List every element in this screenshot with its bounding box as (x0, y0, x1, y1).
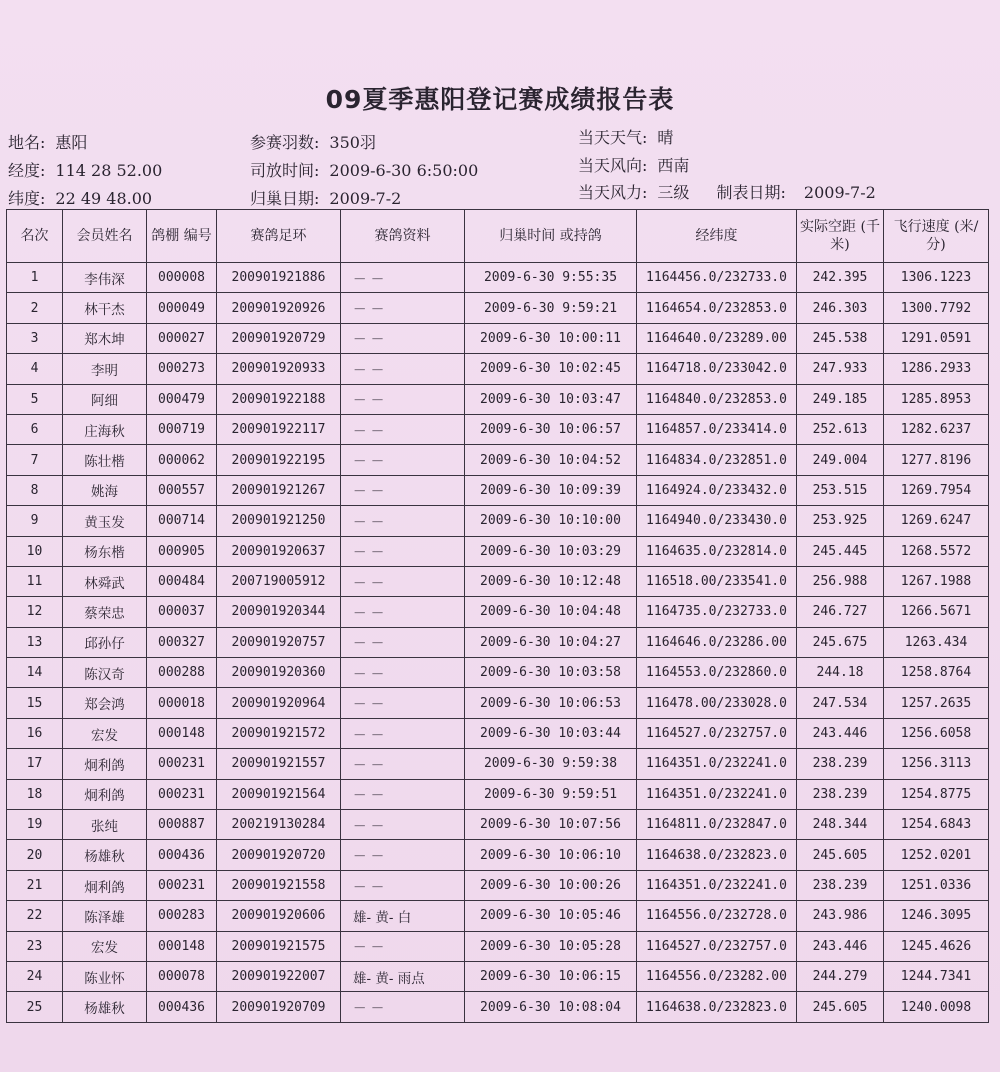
table-row (7, 870, 989, 900)
cell-ring: 200901922195 (217, 445, 341, 475)
cell-speed: 1282.6237 (884, 414, 989, 444)
cell-speed: 1244.7341 (884, 961, 989, 991)
cell-distance: 249.004 (797, 445, 884, 475)
cell-rank: 6 (7, 414, 63, 444)
cell-member: 蔡荣忠 (63, 597, 147, 627)
wind-direction-value: 西南 (657, 156, 690, 175)
table-row (7, 445, 989, 475)
cell-rank: 18 (7, 779, 63, 809)
cell-member: 黄玉发 (63, 506, 147, 536)
cell-ring: 200901921557 (217, 749, 341, 779)
cell-speed: 1245.4626 (884, 931, 989, 961)
cell-loft: 000557 (147, 475, 217, 505)
cell-info: － － (341, 779, 465, 809)
cell-coords: 1164351.0/232241.0 (637, 749, 797, 779)
cell-rank: 25 (7, 992, 63, 1022)
cell-rank: 11 (7, 566, 63, 596)
cell-rank: 19 (7, 810, 63, 840)
cell-member: 林舜武 (63, 566, 147, 596)
count-value: 350羽 (329, 133, 376, 152)
count-label: 参赛羽数: (250, 133, 320, 152)
longitude-value: 114 28 52.00 (55, 161, 163, 180)
cell-ring: 200901921886 (217, 263, 341, 293)
cell-ring: 200901920637 (217, 536, 341, 566)
table-row (7, 961, 989, 991)
cell-speed: 1263.434 (884, 627, 989, 657)
location-label: 地名: (8, 133, 46, 152)
cell-coords: 1164351.0/232241.0 (637, 870, 797, 900)
cell-time: 2009-6-30 9:59:38 (465, 749, 637, 779)
cell-speed: 1266.5671 (884, 597, 989, 627)
cell-rank: 13 (7, 627, 63, 657)
cell-loft: 000062 (147, 445, 217, 475)
cell-time: 2009-6-30 10:06:53 (465, 688, 637, 718)
cell-speed: 1269.7954 (884, 475, 989, 505)
cell-coords: 1164553.0/232860.0 (637, 658, 797, 688)
cell-speed: 1254.6843 (884, 810, 989, 840)
cell-info: － － (341, 506, 465, 536)
cell-distance: 245.675 (797, 627, 884, 657)
cell-info: － － (341, 323, 465, 353)
cell-member: 张纯 (63, 810, 147, 840)
col-rank: 名次 (7, 210, 63, 263)
cell-loft: 000714 (147, 506, 217, 536)
cell-ring: 200901922117 (217, 414, 341, 444)
weather-label: 当天天气: (578, 128, 648, 147)
cell-rank: 8 (7, 475, 63, 505)
cell-coords: 1164556.0/232728.0 (637, 901, 797, 931)
cell-member: 郑木坤 (63, 323, 147, 353)
cell-time: 2009-6-30 10:09:39 (465, 475, 637, 505)
cell-info: － － (341, 992, 465, 1022)
release-label: 司放时间: (250, 161, 320, 180)
cell-coords: 1164718.0/233042.0 (637, 354, 797, 384)
made-date-label: 制表日期: (716, 183, 786, 202)
cell-distance: 253.515 (797, 475, 884, 505)
cell-coords: 1164527.0/232757.0 (637, 718, 797, 748)
cell-time: 2009-6-30 9:55:35 (465, 263, 637, 293)
cell-coords: 1164456.0/232733.0 (637, 263, 797, 293)
table-row (7, 566, 989, 596)
cell-ring: 200901920757 (217, 627, 341, 657)
cell-member: 炯利鸽 (63, 870, 147, 900)
cell-ring: 200901921558 (217, 870, 341, 900)
cell-time: 2009-6-30 10:00:11 (465, 323, 637, 353)
cell-loft: 000231 (147, 870, 217, 900)
cell-coords: 1164638.0/232823.0 (637, 840, 797, 870)
results-table (6, 209, 989, 1023)
table-row (7, 475, 989, 505)
cell-time: 2009-6-30 10:03:58 (465, 658, 637, 688)
cell-info: 雄- 黄- 白 (341, 901, 465, 931)
table-row (7, 627, 989, 657)
cell-speed: 1254.8775 (884, 779, 989, 809)
cell-loft: 000436 (147, 840, 217, 870)
cell-speed: 1240.0098 (884, 992, 989, 1022)
table-row (7, 263, 989, 293)
cell-distance: 253.925 (797, 506, 884, 536)
cell-time: 2009-6-30 10:04:48 (465, 597, 637, 627)
table-row (7, 506, 989, 536)
cell-member: 林干杰 (63, 293, 147, 323)
cell-rank: 4 (7, 354, 63, 384)
cell-loft: 000719 (147, 414, 217, 444)
cell-time: 2009-6-30 10:10:00 (465, 506, 637, 536)
table-header-row (7, 210, 989, 263)
cell-loft: 000027 (147, 323, 217, 353)
cell-time: 2009-6-30 10:03:44 (465, 718, 637, 748)
cell-rank: 23 (7, 931, 63, 961)
cell-speed: 1246.3095 (884, 901, 989, 931)
cell-speed: 1286.2933 (884, 354, 989, 384)
cell-distance: 256.988 (797, 566, 884, 596)
cell-time: 2009-6-30 10:02:45 (465, 354, 637, 384)
cell-distance: 244.279 (797, 961, 884, 991)
cell-distance: 245.538 (797, 323, 884, 353)
cell-time: 2009-6-30 9:59:21 (465, 293, 637, 323)
cell-loft: 000148 (147, 718, 217, 748)
table-body (7, 263, 989, 1023)
table-row (7, 992, 989, 1022)
wind-force-label: 当天风力: (578, 183, 648, 202)
cell-time: 2009-6-30 10:00:26 (465, 870, 637, 900)
cell-distance: 245.445 (797, 536, 884, 566)
cell-member: 陈汉奇 (63, 658, 147, 688)
cell-speed: 1257.2635 (884, 688, 989, 718)
latitude-label: 纬度: (8, 189, 46, 208)
col-distance: 实际空距 (千米) (797, 210, 884, 263)
cell-info: － － (341, 688, 465, 718)
cell-member: 炯利鸽 (63, 779, 147, 809)
cell-distance: 238.239 (797, 749, 884, 779)
cell-loft: 000018 (147, 688, 217, 718)
cell-coords: 1164646.0/23286.00 (637, 627, 797, 657)
cell-ring: 200219130284 (217, 810, 341, 840)
cell-info: － － (341, 718, 465, 748)
cell-rank: 10 (7, 536, 63, 566)
cell-distance: 248.344 (797, 810, 884, 840)
longitude-label: 经度: (8, 161, 46, 180)
cell-rank: 9 (7, 506, 63, 536)
cell-rank: 20 (7, 840, 63, 870)
return-date-line (250, 186, 401, 209)
cell-distance: 249.185 (797, 384, 884, 414)
cell-info: － － (341, 810, 465, 840)
cell-coords: 1164640.0/23289.00 (637, 323, 797, 353)
made-date-value: 2009-7-2 (803, 183, 876, 202)
cell-ring: 200901920729 (217, 323, 341, 353)
table-row (7, 414, 989, 444)
table-row (7, 688, 989, 718)
cell-distance: 247.534 (797, 688, 884, 718)
cell-time: 2009-6-30 9:59:51 (465, 779, 637, 809)
location-value: 惠阳 (55, 133, 88, 152)
wind-force-value: 三级 (657, 183, 690, 202)
cell-time: 2009-6-30 10:06:15 (465, 961, 637, 991)
cell-loft: 000283 (147, 901, 217, 931)
cell-coords: 1164351.0/232241.0 (637, 779, 797, 809)
cell-loft: 000905 (147, 536, 217, 566)
cell-member: 杨雄秋 (63, 840, 147, 870)
cell-loft: 000273 (147, 354, 217, 384)
table-row (7, 658, 989, 688)
cell-ring: 200901922007 (217, 961, 341, 991)
cell-coords: 1164654.0/232853.0 (637, 293, 797, 323)
cell-loft: 000037 (147, 597, 217, 627)
cell-info: － － (341, 597, 465, 627)
cell-member: 李明 (63, 354, 147, 384)
table-row (7, 931, 989, 961)
cell-coords: 116518.00/233541.0 (637, 566, 797, 596)
release-value: 2009-6-30 6:50:00 (329, 161, 479, 180)
latitude-line (8, 186, 152, 209)
cell-loft: 000436 (147, 992, 217, 1022)
cell-rank: 14 (7, 658, 63, 688)
cell-ring: 200901920964 (217, 688, 341, 718)
cell-speed: 1256.6058 (884, 718, 989, 748)
cell-distance: 238.239 (797, 779, 884, 809)
cell-distance: 242.395 (797, 263, 884, 293)
cell-rank: 22 (7, 901, 63, 931)
cell-member: 陈业怀 (63, 961, 147, 991)
cell-loft: 000008 (147, 263, 217, 293)
cell-distance: 243.446 (797, 931, 884, 961)
cell-rank: 5 (7, 384, 63, 414)
cell-time: 2009-6-30 10:04:27 (465, 627, 637, 657)
table-row (7, 323, 989, 353)
cell-info: 雄- 黄- 雨点 (341, 961, 465, 991)
cell-coords: 1164527.0/232757.0 (637, 931, 797, 961)
cell-time: 2009-6-30 10:05:46 (465, 901, 637, 931)
cell-info: － － (341, 627, 465, 657)
cell-rank: 21 (7, 870, 63, 900)
cell-rank: 16 (7, 718, 63, 748)
cell-time: 2009-6-30 10:12:48 (465, 566, 637, 596)
cell-member: 邱孙仔 (63, 627, 147, 657)
cell-speed: 1306.1223 (884, 263, 989, 293)
cell-loft: 000887 (147, 810, 217, 840)
cell-coords: 1164834.0/232851.0 (637, 445, 797, 475)
cell-speed: 1268.5572 (884, 536, 989, 566)
cell-info: － － (341, 445, 465, 475)
cell-info: － － (341, 566, 465, 596)
cell-member: 庄海秋 (63, 414, 147, 444)
cell-speed: 1300.7792 (884, 293, 989, 323)
cell-ring: 200901921572 (217, 718, 341, 748)
table-row (7, 536, 989, 566)
cell-ring: 200901920344 (217, 597, 341, 627)
cell-coords: 1164811.0/232847.0 (637, 810, 797, 840)
cell-info: － － (341, 749, 465, 779)
cell-rank: 7 (7, 445, 63, 475)
cell-coords: 1164556.0/23282.00 (637, 961, 797, 991)
col-time: 归巢时间 或持鸽 (465, 210, 637, 263)
cell-distance: 247.933 (797, 354, 884, 384)
table-row (7, 901, 989, 931)
release-line (250, 158, 478, 181)
longitude-line (8, 158, 162, 181)
cell-loft: 000327 (147, 627, 217, 657)
cell-rank: 17 (7, 749, 63, 779)
cell-ring: 200901920606 (217, 901, 341, 931)
cell-ring: 200901921575 (217, 931, 341, 961)
cell-ring: 200901922188 (217, 384, 341, 414)
cell-coords: 1164735.0/232733.0 (637, 597, 797, 627)
table-row (7, 749, 989, 779)
cell-loft: 000049 (147, 293, 217, 323)
cell-rank: 24 (7, 961, 63, 991)
cell-coords: 1164940.0/233430.0 (637, 506, 797, 536)
cell-coords: 1164840.0/232853.0 (637, 384, 797, 414)
cell-distance: 243.986 (797, 901, 884, 931)
location-line (8, 130, 87, 153)
cell-member: 阿细 (63, 384, 147, 414)
cell-member: 炯利鸽 (63, 749, 147, 779)
cell-ring: 200901920926 (217, 293, 341, 323)
cell-loft: 000288 (147, 658, 217, 688)
col-member: 会员姓名 (63, 210, 147, 263)
cell-time: 2009-6-30 10:03:47 (465, 384, 637, 414)
cell-member: 李伟深 (63, 263, 147, 293)
col-loft: 鸽棚 编号 (147, 210, 217, 263)
cell-member: 杨雄秋 (63, 992, 147, 1022)
cell-loft: 000148 (147, 931, 217, 961)
table-row (7, 354, 989, 384)
cell-distance: 238.239 (797, 870, 884, 900)
cell-info: － － (341, 475, 465, 505)
cell-info: － － (341, 354, 465, 384)
cell-speed: 1252.0201 (884, 840, 989, 870)
cell-speed: 1256.3113 (884, 749, 989, 779)
cell-distance: 244.18 (797, 658, 884, 688)
cell-distance: 243.446 (797, 718, 884, 748)
cell-member: 郑会鸿 (63, 688, 147, 718)
col-coords: 经纬度 (637, 210, 797, 263)
return-date-value: 2009-7-2 (329, 189, 402, 208)
wind-direction-label: 当天风向: (578, 156, 648, 175)
cell-speed: 1267.1988 (884, 566, 989, 596)
cell-distance: 245.605 (797, 840, 884, 870)
cell-time: 2009-6-30 10:03:29 (465, 536, 637, 566)
cell-distance: 246.303 (797, 293, 884, 323)
cell-member: 姚海 (63, 475, 147, 505)
wind-direction-line (578, 153, 689, 176)
cell-loft: 000484 (147, 566, 217, 596)
cell-coords: 1164638.0/232823.0 (637, 992, 797, 1022)
col-ring: 赛鸽足环 (217, 210, 341, 263)
return-date-label: 归巢日期: (250, 189, 320, 208)
cell-info: － － (341, 384, 465, 414)
cell-coords: 1164924.0/233432.0 (637, 475, 797, 505)
cell-member: 宏发 (63, 718, 147, 748)
cell-ring: 200901920720 (217, 840, 341, 870)
count-line (250, 130, 376, 153)
table-row (7, 384, 989, 414)
cell-rank: 3 (7, 323, 63, 353)
cell-loft: 000479 (147, 384, 217, 414)
cell-speed: 1277.8196 (884, 445, 989, 475)
cell-info: － － (341, 414, 465, 444)
col-speed: 飞行速度 (米/分) (884, 210, 989, 263)
cell-member: 陈泽雄 (63, 901, 147, 931)
cell-time: 2009-6-30 10:08:04 (465, 992, 637, 1022)
page-title: 09夏季惠阳登记赛成绩报告表 (325, 85, 675, 114)
table-row (7, 840, 989, 870)
cell-info: － － (341, 931, 465, 961)
cell-coords: 1164635.0/232814.0 (637, 536, 797, 566)
table-row (7, 597, 989, 627)
table-row (7, 293, 989, 323)
cell-time: 2009-6-30 10:06:57 (465, 414, 637, 444)
cell-time: 2009-6-30 10:06:10 (465, 840, 637, 870)
cell-info: － － (341, 658, 465, 688)
weather-line (578, 125, 673, 148)
cell-distance: 252.613 (797, 414, 884, 444)
col-info: 赛鸽资料 (341, 210, 465, 263)
cell-rank: 1 (7, 263, 63, 293)
cell-ring: 200901921250 (217, 506, 341, 536)
cell-speed: 1291.0591 (884, 323, 989, 353)
cell-info: － － (341, 536, 465, 566)
cell-rank: 2 (7, 293, 63, 323)
cell-member: 陈壮楷 (63, 445, 147, 475)
cell-info: － － (341, 840, 465, 870)
cell-ring: 200719005912 (217, 566, 341, 596)
cell-coords: 1164857.0/233414.0 (637, 414, 797, 444)
cell-distance: 245.605 (797, 992, 884, 1022)
latitude-value: 22 49 48.00 (55, 189, 153, 208)
cell-speed: 1251.0336 (884, 870, 989, 900)
cell-time: 2009-6-30 10:07:56 (465, 810, 637, 840)
cell-ring: 200901921267 (217, 475, 341, 505)
weather-value: 晴 (657, 128, 674, 147)
wind-force-line (578, 180, 876, 203)
cell-rank: 12 (7, 597, 63, 627)
cell-ring: 200901920933 (217, 354, 341, 384)
cell-info: － － (341, 293, 465, 323)
cell-rank: 15 (7, 688, 63, 718)
cell-coords: 116478.00/233028.0 (637, 688, 797, 718)
cell-info: － － (341, 263, 465, 293)
cell-speed: 1269.6247 (884, 506, 989, 536)
cell-time: 2009-6-30 10:05:28 (465, 931, 637, 961)
cell-info: － － (341, 870, 465, 900)
cell-ring: 200901920360 (217, 658, 341, 688)
cell-member: 宏发 (63, 931, 147, 961)
cell-ring: 200901921564 (217, 779, 341, 809)
cell-time: 2009-6-30 10:04:52 (465, 445, 637, 475)
table-row (7, 718, 989, 748)
cell-speed: 1258.8764 (884, 658, 989, 688)
cell-ring: 200901920709 (217, 992, 341, 1022)
table-row (7, 779, 989, 809)
cell-loft: 000231 (147, 779, 217, 809)
cell-speed: 1285.8953 (884, 384, 989, 414)
cell-loft: 000231 (147, 749, 217, 779)
cell-distance: 246.727 (797, 597, 884, 627)
cell-loft: 000078 (147, 961, 217, 991)
cell-member: 杨东楷 (63, 536, 147, 566)
table-row (7, 810, 989, 840)
